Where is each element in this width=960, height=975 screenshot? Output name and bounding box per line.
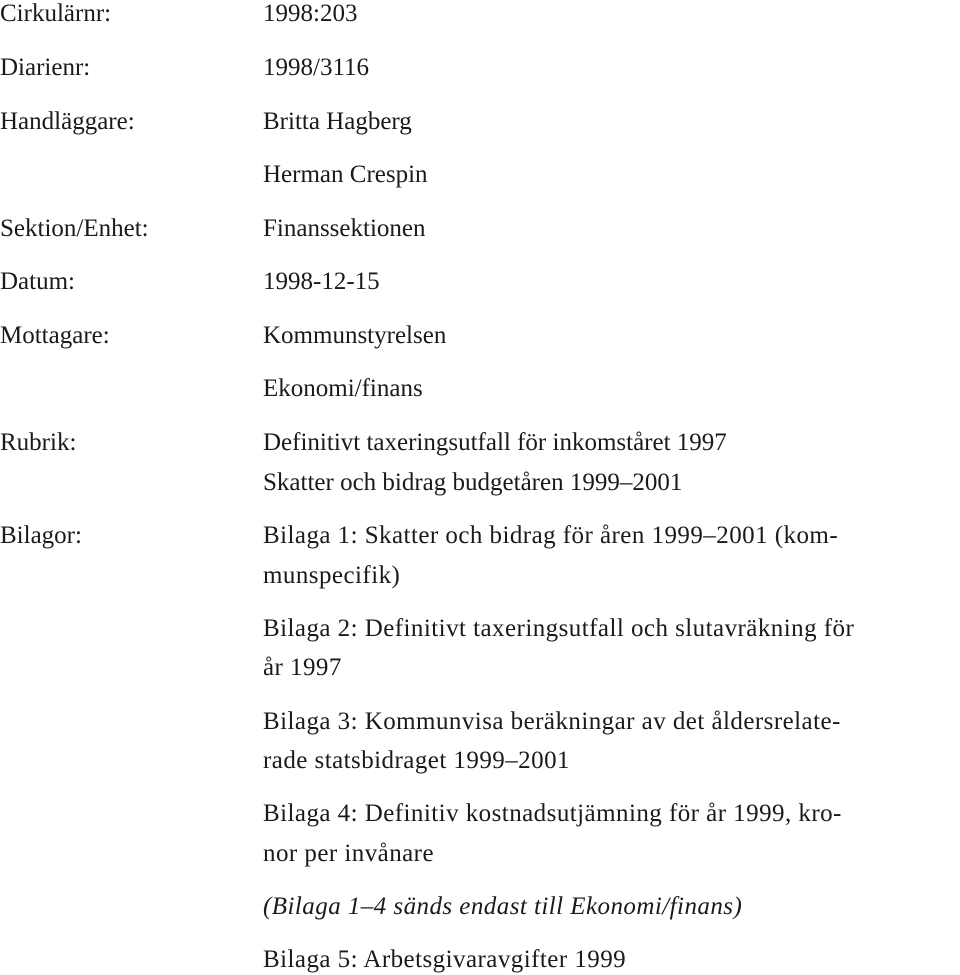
field-label-registry-number: Diarienr: [0, 54, 91, 81]
attachments-distribution-note: (Bilaga 1–4 sänds endast till Ekonomi/finans) [263, 893, 743, 920]
attachment-1-line-2: munspecifik) [263, 562, 401, 589]
attachment-2-line-1: Bilaga 2: Definitivt taxeringsutfall och slutavräkning för [263, 615, 855, 642]
field-value-subject-line-2: Skatter och bidrag budgetåren 1999–2001 [263, 469, 683, 496]
field-label-date: Datum: [0, 268, 75, 295]
attachment-4-line-2: nor per invånare [263, 840, 435, 867]
attachment-1-line-1: Bilaga 1: Skatter och bidrag för åren 1999–2001 (kom- [263, 522, 839, 549]
field-value-section: Finanssektionen [263, 215, 426, 242]
attachment-3-line-2: rade statsbidraget 1999–2001 [263, 747, 570, 774]
field-value-date: 1998-12-15 [263, 268, 380, 295]
attachment-2-line-2: år 1997 [263, 654, 342, 681]
attachment-3-line-1: Bilaga 3: Kommunvisa beräkningar av det åldersrelate- [263, 708, 841, 735]
field-value-subject-line-1: Definitivt taxeringsutfall för inkomståret 1997 [263, 429, 727, 456]
attachment-5: Bilaga 5: Arbetsgivaravgifter 1999 [263, 946, 627, 973]
field-value-handler-2: Herman Crespin [263, 161, 428, 188]
attachments-label: Bilagor: [0, 522, 82, 549]
field-value-registry-number: 1998/3116 [263, 54, 370, 81]
field-value-recipient-2: Ekonomi/finans [263, 375, 423, 402]
attachment-4-line-1: Bilaga 4: Definitiv kostnadsutjämning för år 1999, kro- [263, 800, 842, 827]
field-value-circular-number: 1998:203 [263, 0, 358, 27]
field-label-circular-number: Cirkulärnr: [0, 0, 112, 27]
field-label-section: Sektion/Enhet: [0, 215, 149, 242]
field-label-recipient: Mottagare: [0, 322, 110, 349]
field-label-subject: Rubrik: [0, 429, 77, 456]
field-value-recipient-1: Kommunstyrelsen [263, 322, 447, 349]
field-value-handler-1: Britta Hagberg [263, 108, 412, 135]
field-label-handler: Handläggare: [0, 108, 135, 135]
